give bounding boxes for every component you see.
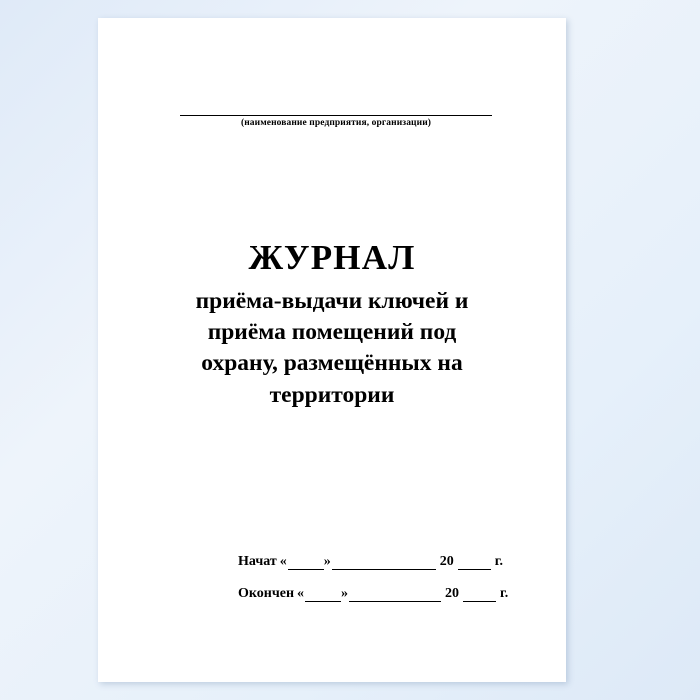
title-subtitle-line-4: территории	[269, 381, 395, 408]
started-year-suffix: г.	[494, 554, 504, 569]
page-title	[132, 240, 532, 411]
organization-name-field	[180, 114, 492, 128]
title-subtitle	[132, 286, 532, 411]
started-year-prefix: 20	[439, 554, 454, 569]
organization-name-caption: (наименование предприятия, организации)	[240, 118, 432, 128]
finished-year-prefix: 20	[445, 586, 460, 601]
title-main: ЖУРНАЛ	[248, 238, 416, 277]
started-label: Начат	[238, 554, 277, 569]
started-quote-open: «	[279, 554, 287, 569]
title-subtitle-line-2: приёма помещений под	[207, 319, 457, 345]
finished-year-suffix: г.	[500, 586, 509, 601]
document-page	[98, 18, 566, 682]
started-year-input[interactable]	[458, 556, 491, 570]
finished-label: Окончен	[238, 586, 295, 601]
finished-day-input[interactable]	[305, 588, 341, 602]
title-subtitle-line-3: охрану, размещённых на	[201, 350, 463, 377]
started-month-input[interactable]	[332, 556, 436, 570]
started-quote-close: »	[323, 554, 331, 569]
date-fields	[238, 554, 558, 618]
started-day-input[interactable]	[288, 556, 324, 570]
started-date-row	[238, 554, 558, 570]
finished-quote-open: «	[297, 586, 305, 601]
title-subtitle-line-1: приёма-выдачи ключей и	[195, 287, 469, 314]
finished-date-row	[238, 586, 558, 602]
finished-quote-close: »	[341, 586, 349, 601]
finished-year-input[interactable]	[463, 588, 496, 602]
finished-month-input[interactable]	[349, 588, 441, 602]
